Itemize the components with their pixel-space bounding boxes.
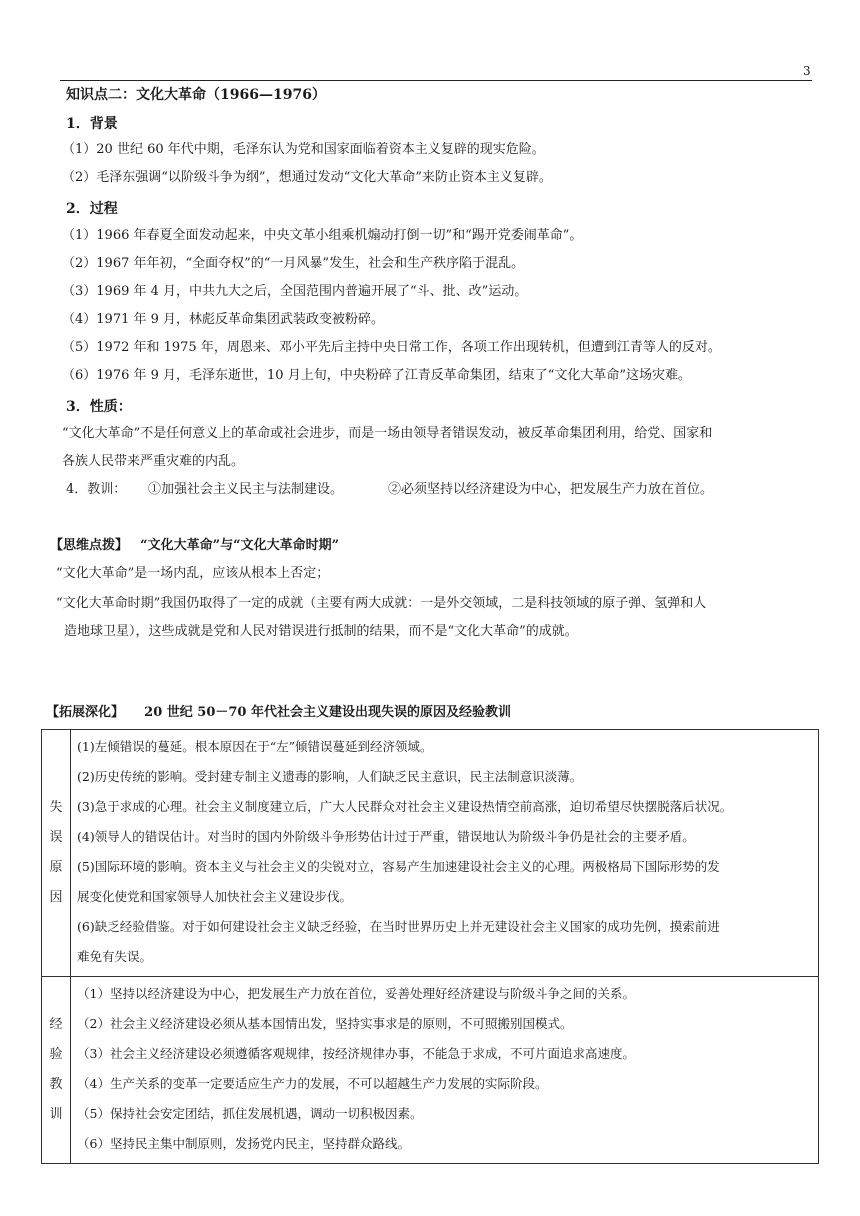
process-item-5: （5）1972 年和 1975 年，周恩来、邓小平先后主持中央日常工作，各项工作出现转机，但遭到江青等人的反对。	[62, 340, 721, 355]
cause-item: (3)急于求成的心理。社会主义制度建立后，广大人民群众对社会主义建设热情空前高涨，迫切希望尽快摆脱落后状况。	[77, 799, 733, 814]
lessons-row	[42, 977, 819, 1164]
cause-item: (2)历史传统的影响。受封建专制主义遗毒的影响，人们缺乏民主意识，民主法制意识淡薄。	[77, 769, 583, 784]
lessons-heading: 4．教训：	[66, 482, 127, 497]
nature-line-1: “文化大革命”不是任何意义上的革命或社会进步，而是一场由领导者错误发动，被反革命集团利用，给党、国家和	[62, 426, 713, 441]
thinking-tag: 【思维点拨】	[50, 538, 129, 553]
thinking-line-2: “文化大革命时期”我国仍取得了一定的成就（主要有两大成就：一是外交领域，二是科技领域的原子弹、氢弹和人	[56, 596, 707, 611]
nature-heading: 3．性质：	[66, 399, 132, 415]
process-item-1: （1）1966 年春夏全面发动起来，中央文革小组乘机煽动打倒一切”和“踢开党委闹革命”。	[62, 228, 583, 243]
lessons-item-1: ①加强社会主义民主与法制建设。	[148, 482, 344, 497]
header-rule	[60, 80, 812, 81]
cause-item: 难免有失误。	[77, 949, 153, 964]
process-item-2: （2）1967 年年初，“全面夺权”的“一月风暴”发生，社会和生产秩序陷于混乱。	[62, 256, 525, 271]
section-title: 知识点二：文化大革命（1966—1976）	[66, 87, 326, 103]
background-item-2: （2）毛泽东强调“以阶级斗争为纲”，想通过发动“文化大革命”来防止资本主义复辟。	[62, 170, 552, 185]
cause-item: 展变化使党和国家领导人加快社会主义建设步伐。	[77, 889, 353, 904]
background-heading: 1．背景	[66, 116, 118, 132]
page-number: 3	[803, 64, 811, 78]
extension-title: 20 世纪 50－70 年代社会主义建设出现失误的原因及经验教训	[144, 705, 512, 720]
cause-item: (6)缺乏经验借鉴。对于如何建设社会主义缺乏经验，在当时世界历史上并无建设社会主义国家的成功先例，摸索前进	[77, 919, 720, 934]
thinking-title: “文化大革命”与“文化大革命时期”	[140, 538, 340, 553]
causes-content	[71, 730, 819, 977]
process-item-4: （4）1971 年 9 月，林彪反革命集团武装政变被粉碎。	[62, 312, 385, 327]
nature-line-2: 各族人民带来严重灾难的内乱。	[62, 454, 245, 469]
lesson-item: （2）社会主义经济建设必须从基本国情出发，坚持实事求是的原则，不可照搬别国模式。	[77, 1016, 573, 1031]
lesson-item: （5）保持社会安定团结，抓住发展机遇，调动一切积极因素。	[77, 1106, 423, 1121]
cause-item: (5)国际环境的影响。资本主义与社会主义的尖锐对立，容易产生加速建设社会主义的心理。两极格局下国际形势的发	[77, 859, 720, 874]
cause-item: (1)左倾错误的蔓延。根本原因在于“左”倾错误蔓延到经济领域。	[77, 739, 433, 754]
lesson-item: （4）生产关系的变革一定要适应生产力的发展，不可以超越生产力发展的实际阶段。	[77, 1076, 548, 1091]
lesson-item: （6）坚持民主集中制原则，发扬党内民主，坚持群众路线。	[77, 1136, 410, 1151]
process-heading: 2．过程	[66, 201, 118, 217]
thinking-line-3: 造地球卫星），这些成就是党和人民对错误进行抵制的结果，而不是“文化大革命”的成就。	[64, 624, 578, 639]
causes-row	[42, 730, 819, 977]
process-item-6: （6）1976 年 9 月，毛泽东逝世，10 月上旬，中央粉碎了江青反革命集团，结束了“文化大革命”这场灾难。	[62, 368, 691, 383]
process-item-3: （3）1969 年 4 月，中共九大之后，全国范围内普遍开展了“斗、批、改”运动。	[62, 284, 528, 299]
lessons-item-2: ②必须坚持以经济建设为中心，把发展生产力放在首位。	[388, 482, 714, 497]
thinking-line-1: “文化大革命”是一场内乱，应该从根本上否定；	[56, 566, 330, 581]
lessons-content	[71, 977, 819, 1164]
causes-label: 失 误 原 因	[42, 730, 71, 977]
lesson-item: （3）社会主义经济建设必须遵循客观规律，按经济规律办事，不能急于求成，不可片面追求高速度。	[77, 1046, 635, 1061]
cause-item: (4)领导人的错误估计。对当时的国内外阶级斗争形势估计过于严重，错误地认为阶级斗争仍是社会的主要矛盾。	[77, 829, 695, 844]
lessons-label: 经 验 教 训	[42, 977, 71, 1164]
lesson-item: （1）坚持以经济建设为中心，把发展生产力放在首位，妥善处理好经济建设与阶级斗争之间的关系。	[77, 986, 635, 1001]
extension-tag: 【拓展深化】	[46, 705, 125, 720]
background-item-1: （1）20 世纪 60 年代中期，毛泽东认为党和国家面临着资本主义复辟的现实危险。	[62, 142, 545, 157]
causes-lessons-table	[41, 729, 819, 1164]
